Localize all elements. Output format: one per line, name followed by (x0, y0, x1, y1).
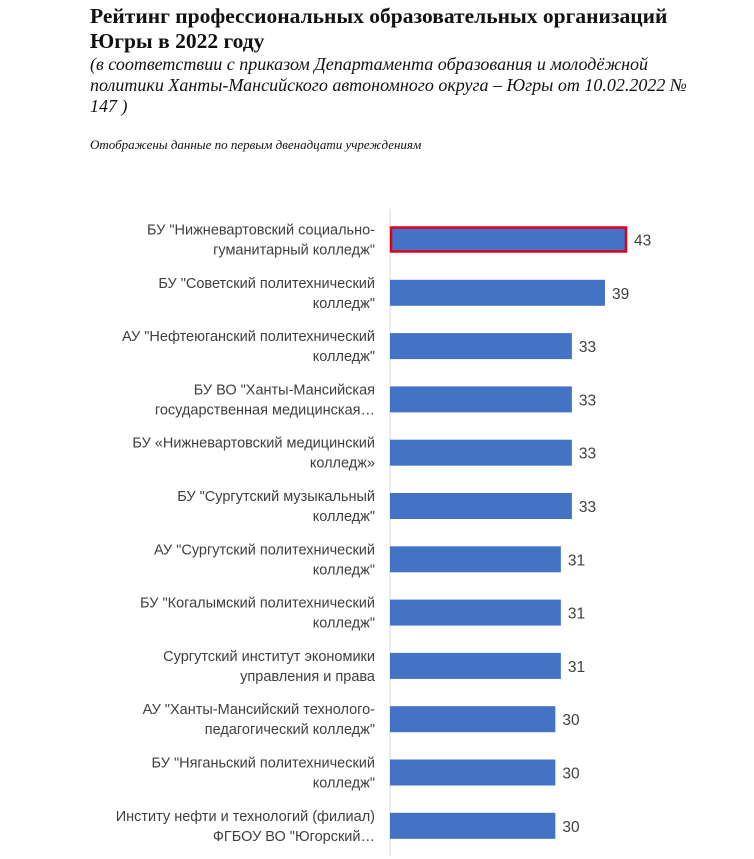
category-label-4-line-2: государственная медицинская… (154, 402, 375, 419)
bar-4 (390, 386, 572, 412)
category-label-1-line-1: БУ "Нижневартовский социально- (146, 222, 375, 239)
bar-10 (390, 706, 555, 732)
category-label-5-line-1: БУ «Нижневартовский медицинский (132, 435, 375, 452)
category-label-5-line-2: колледж» (309, 455, 375, 472)
chart-note: Отображены данные по первым двенадцати учреждениям (90, 137, 422, 152)
value-label-3: 33 (578, 339, 597, 357)
bar-7 (390, 546, 561, 572)
category-label-6-line-1: БУ "Сургутский музыкальный (177, 489, 375, 505)
value-label-9: 31 (567, 658, 586, 676)
bar-9 (390, 653, 561, 679)
bar-5 (390, 440, 572, 466)
category-label-11-line-2: колледж" (312, 775, 375, 792)
bar-8 (390, 600, 561, 626)
value-label-7: 31 (567, 552, 586, 570)
category-label-9-line-2: управления и права (240, 668, 375, 685)
value-label-10: 30 (562, 712, 580, 730)
category-label-6-line-2: колледж" (312, 509, 375, 525)
category-label-7-line-1: АУ "Сургутский политехнический (153, 542, 375, 559)
category-label-7-line-2: колледж" (312, 562, 375, 579)
category-label-3-line-2: колледж" (312, 349, 375, 366)
category-label-11-line-1: БУ "Няганьский политехнический (151, 755, 375, 772)
bar-6 (390, 493, 572, 519)
category-label-8-line-1: БУ "Когалымский политехнический (140, 595, 375, 612)
chart-title: Рейтинг профессиональных образовательных организаций Югры в 2022 году (90, 4, 668, 53)
value-label-8: 31 (567, 605, 586, 623)
category-label-10-line-2: педагогический колледж" (204, 722, 375, 739)
value-label-5: 33 (578, 445, 597, 463)
category-label-1-line-2: гуманитарный колледж" (213, 242, 375, 259)
value-label-6: 33 (578, 499, 597, 516)
category-label-9-line-1: Сургутский институт экономики (163, 648, 375, 665)
bar-12 (390, 813, 555, 839)
category-label-3-line-1: АУ "Нефтеюганский политехнический (122, 329, 375, 346)
category-label-8-line-2: колледж" (312, 615, 375, 632)
category-label-12-line-2: ФГБОУ ВО "Югорский… (212, 828, 375, 845)
value-label-12: 30 (562, 818, 580, 836)
value-label-1: 43 (634, 232, 652, 250)
bar-3 (390, 333, 572, 359)
category-label-10-line-1: АУ "Ханты-Мансийский технолого- (142, 702, 375, 719)
bar-11 (390, 760, 555, 786)
category-label-2-line-1: БУ "Советский политехнический (158, 275, 375, 292)
category-label-12-line-1: Институ нефти и технологий (филиал) (115, 808, 375, 825)
value-label-2: 39 (611, 285, 630, 303)
chart-subtitle: (в соответствии с приказом Департамента образования и молодёжной политики Ханты-Мансийского автономного округа – Югры от 10.02.2022 № 147 ) (90, 54, 687, 116)
value-label-11: 30 (562, 765, 580, 783)
bar-2 (390, 280, 605, 306)
value-label-4: 33 (578, 392, 597, 410)
category-label-2-line-2: колледж" (312, 295, 375, 312)
bar-1 (390, 227, 627, 253)
category-label-4-line-1: БУ ВО "Ханты-Мансийская (193, 382, 375, 399)
